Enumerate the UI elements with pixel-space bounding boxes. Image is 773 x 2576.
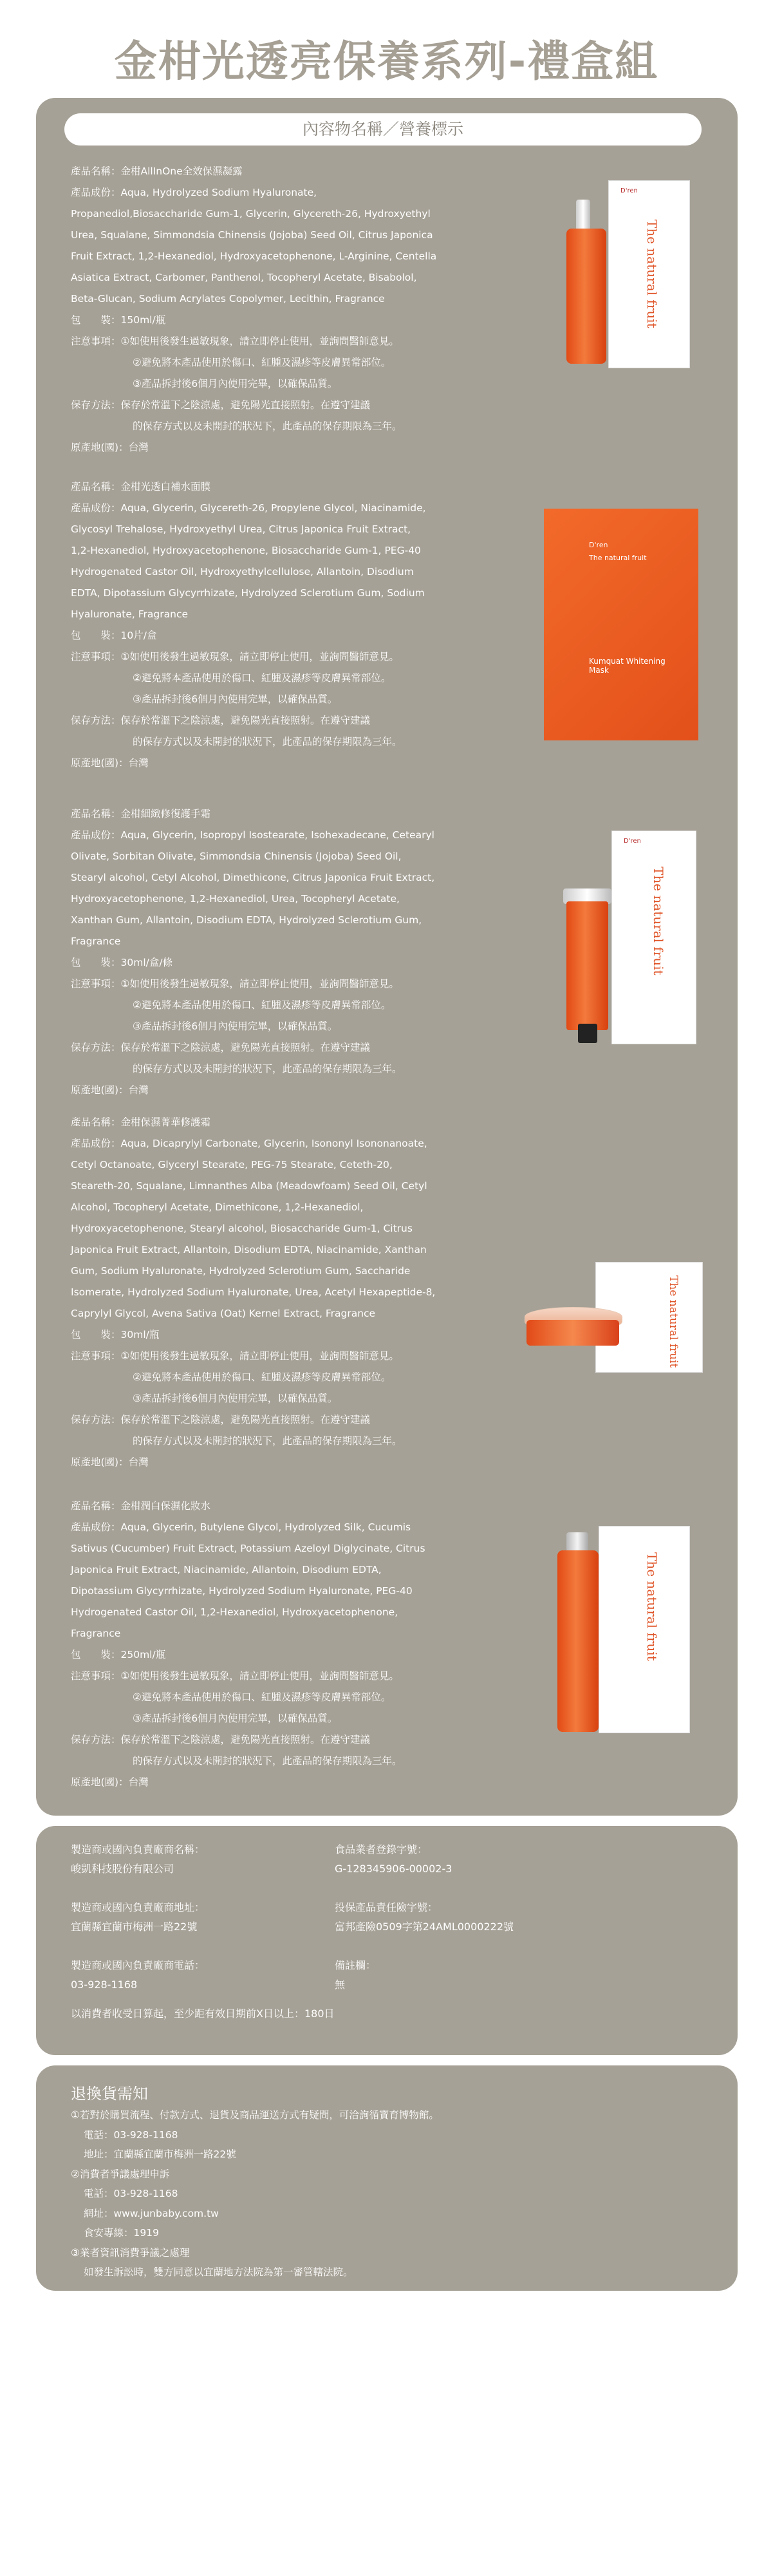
product-5-image [554, 1526, 695, 1738]
insurance-label: 投保產品責任險字號： [335, 1901, 438, 1913]
ingredients-line: Hydrogenated Castor Oil, 1,2-Hexanediol, Hydroxyacetophenone, [71, 1606, 398, 1618]
manufacturer-left [71, 1840, 360, 1995]
caution-line: 注意事項：①如使用後發生過敏現象，請立即停止使用，並詢問醫師意見。 [71, 651, 399, 663]
product-2-details [71, 476, 521, 774]
ingredients-line: 產品成份：Aqua, Glycerin, Glycereth-26, Propylene Glycol, Niacinamide, [71, 502, 426, 514]
ingredients-line: Japonica Fruit Extract, Niacinamide, Allantoin, Disodium EDTA, [71, 1564, 382, 1575]
storage-line: 保存方法：保存於常溫下之陰涼處，避免陽光直接照射。在遵守建議 [71, 1734, 371, 1745]
package-line: 包 裝：10片/盒 [71, 630, 157, 641]
ingredients-line: Hyaluronate, Fragrance [71, 608, 189, 620]
ingredients-line: Sativus (Cucumber) Fruit Extract, Potassium Azeloyl Diglycinate, Citrus [71, 1543, 425, 1554]
ingredients-line: Asiatica Extract, Carbomer, Panthenol, Tocopheryl Acetate, Bisabolol, [71, 272, 417, 283]
manufacturer-address-value: 宜蘭縣宜蘭市梅洲一路22號 [71, 1921, 198, 1933]
storage-line: 的保存方式以及未開封的狀況下，此產品的保存期限為三年。 [133, 1063, 402, 1075]
manufacturer-right [335, 1840, 657, 1995]
caution-line: ③產品拆封後6個月內使用完畢，以確保品質。 [133, 1713, 338, 1724]
product-5-details [71, 1496, 521, 1793]
storage-line: 保存方法：保存於常溫下之陰涼處，避免陽光直接照射。在遵守建議 [71, 1414, 371, 1425]
cream-jar [526, 1320, 619, 1346]
ingredients-line: 產品成份：Aqua, Glycerin, Butylene Glycol, Hydrolyzed Silk, Cucumis [71, 1521, 411, 1533]
ingredients-line: Xanthan Gum, Allantoin, Disodium EDTA, Hydrolyzed Sclerotium Gum, [71, 914, 422, 926]
ingredients-line: Fragrance [71, 935, 121, 947]
caution-line: ②避免將本產品使用於傷口、紅腫及濕疹等皮膚異常部位。 [133, 1371, 391, 1383]
origin-line: 原產地(國)：台灣 [71, 442, 149, 453]
caution-line: 注意事項：①如使用後發生過敏現象，請立即停止使用，並詢問醫師意見。 [71, 335, 399, 347]
product-name: 產品名稱：金柑AllInOne全效保濕凝露 [71, 165, 243, 177]
product-1-details [71, 161, 521, 458]
product-name: 產品名稱：金柑光透白補水面膜 [71, 481, 211, 493]
package-line: 包 裝：250ml/瓶 [71, 1649, 166, 1660]
manufacturer-phone-value: 03-928-1168 [71, 1979, 138, 1991]
product-3-details [71, 804, 521, 1101]
ingredients-line: 產品成份：Aqua, Hydrolyzed Sodium Hyaluronate, [71, 187, 317, 198]
returns-item: ①若對於購買流程、付款方式、退貨及商品運送方式有疑問，可洽詢循寶育博物館。 [71, 2109, 439, 2121]
ingredients-line: Fragrance [71, 1628, 121, 1639]
food-reg-value: G-128345906-00002-3 [335, 1863, 452, 1875]
returns-item: 如發生訴訟時，雙方同意以宜蘭地方法院為第一審管轄法院。 [84, 2266, 353, 2278]
package-line: 包 裝：150ml/瓶 [71, 314, 166, 326]
returns-website[interactable]: 網址：www.junbaby.com.tw [84, 2207, 219, 2219]
product-4-details [71, 1112, 521, 1473]
manufacturer-name-label: 製造商或國內負責廠商名稱： [71, 1843, 205, 1856]
caution-line: ②避免將本產品使用於傷口、紅腫及濕疹等皮膚異常部位。 [133, 672, 391, 684]
storage-line: 的保存方式以及未開封的狀況下，此產品的保存期限為三年。 [133, 420, 402, 432]
section-header: 內容物名稱／營養標示 [64, 113, 702, 146]
returns-title: 退換貨需知 [71, 2085, 148, 2103]
ingredients-line: Japonica Fruit Extract, Allantoin, Disodium EDTA, Niacinamide, Xanthan [71, 1244, 427, 1255]
ingredients-line: Glycosyl Trehalose, Hydroxyethyl Urea, Citrus Japonica Fruit Extract, [71, 523, 411, 535]
toner-bottle [557, 1550, 599, 1732]
ingredients-line: Isomerate, Hydrolyzed Sodium Hyaluronate, Urea, Acetyl Hexapeptide-8, [71, 1286, 436, 1298]
caution-line: ②避免將本產品使用於傷口、紅腫及濕疹等皮膚異常部位。 [133, 357, 391, 368]
page-title: 金柑光透亮保養系列-禮盒組 [114, 37, 659, 86]
ingredients-line: 產品成份：Aqua, Dicaprylyl Carbonate, Glycerin, Isononyl Isononanoate, [71, 1138, 427, 1149]
storage-line: 的保存方式以及未開封的狀況下，此產品的保存期限為三年。 [133, 1435, 402, 1447]
pump-bottle [566, 229, 606, 364]
caution-line: ③產品拆封後6個月內使用完畢，以確保品質。 [133, 1020, 338, 1032]
ingredients-line: Hydroxyacetophenone, 1,2-Hexanediol, Urea, Tocopheryl Acetate, [71, 893, 400, 905]
ingredients-line: Hydroxyacetophenone, Stearyl alcohol, Biosaccharide Gum-1, Citrus [71, 1223, 413, 1234]
ingredients-line: Propanediol,Biosaccharide Gum-1, Glycerin, Glycereth-26, Hydroxyethyl [71, 208, 431, 220]
product-box: D'ren The natural fruit [608, 180, 690, 368]
product-name: 產品名稱：金柑保濕菁華修護霜 [71, 1116, 211, 1128]
hand-cream-tube [566, 901, 608, 1030]
ingredients-line: Beta-Glucan, Sodium Acrylates Copolymer, Lecithin, Fragrance [71, 293, 385, 305]
ingredients-line: 產品成份：Aqua, Glycerin, Isopropyl Isostearate, Isohexadecane, Cetearyl [71, 829, 434, 841]
storage-line: 保存方法：保存於常溫下之陰涼處，避免陽光直接照射。在遵守建議 [71, 715, 371, 726]
origin-line: 原產地(國)：台灣 [71, 1084, 149, 1096]
manufacturer-name-value: 峻凱科技股份有限公司 [71, 1863, 174, 1875]
ingredients-line: Urea, Squalane, Simmondsia Chinensis (Jojoba) Seed Oil, Citrus Japonica [71, 229, 433, 241]
ingredients-line: Cetyl Octanoate, Glyceryl Stearate, PEG-75 Stearate, Ceteth-20, [71, 1159, 393, 1170]
ingredients-line: Hydrogenated Castor Oil, Hydroxyethylcellulose, Allantoin, Disodium [71, 566, 414, 578]
returns-item: ③業者資訊消費爭議之處理 [71, 2246, 190, 2259]
manufacturer-address-label: 製造商或國內負責廠商地址： [71, 1901, 205, 1913]
ingredients-line: EDTA, Dipotassium Glycyrrhizate, Hydrolyzed Sclerotium Gum, Sodium [71, 587, 425, 599]
product-box: The natural fruit [595, 1262, 703, 1373]
product-2-image [541, 509, 702, 740]
ingredients-line: Steareth-20, Squalane, Limnanthes Alba (Meadowfoam) Seed Oil, Cetyl [71, 1180, 427, 1192]
product-1-image [554, 174, 702, 373]
storage-line: 保存方法：保存於常溫下之陰涼處，避免陽光直接照射。在遵守建議 [71, 1042, 371, 1053]
ingredients-line: Olivate, Sorbitan Olivate, Simmondsia Chinensis (Jojoba) Seed Oil, [71, 851, 402, 862]
returns-item: ②消費者爭議處理申訴 [71, 2168, 170, 2180]
returns-list [71, 2105, 650, 2282]
manufacturer-phone-label: 製造商或國內負責廠商電話： [71, 1959, 205, 1971]
product-box: D'ren The natural fruit [611, 831, 696, 1044]
caution-line: ②避免將本產品使用於傷口、紅腫及濕疹等皮膚異常部位。 [133, 1691, 391, 1703]
ingredients-line: Gum, Sodium Hyaluronate, Hydrolyzed Sclerotium Gum, Saccharide [71, 1265, 411, 1277]
product-name: 產品名稱：金柑潤白保濕化妝水 [71, 1500, 211, 1512]
ingredients-line: 1,2-Hexanediol, Hydroxyacetophenone, Biosaccharide Gum-1, PEG-40 [71, 545, 421, 556]
ingredients-line: Fruit Extract, 1,2-Hexanediol, Hydroxyacetophenone, L-Arginine, Centella [71, 250, 437, 262]
product-box: The natural fruit [599, 1526, 690, 1733]
ingredients-line: Alcohol, Tocopheryl Acetate, Dimethicone, 1,2-Hexanediol, [71, 1201, 364, 1213]
ingredients-line: Stearyl alcohol, Cetyl Alcohol, Dimethicone, Citrus Japonica Fruit Extract, [71, 872, 435, 883]
returns-item: 電話：03-928-1168 [84, 2129, 178, 2141]
remarks-value: 無 [335, 1979, 346, 1991]
food-reg-label: 食品業者登錄字號： [335, 1843, 428, 1856]
ingredients-line: Caprylyl Glycol, Avena Sativa (Oat) Kernel Extract, Fragrance [71, 1308, 376, 1319]
origin-line: 原產地(國)：台灣 [71, 1456, 149, 1468]
expiry-note: 以消費者收受日算起，至少距有效日期前X日以上：180日 [71, 2007, 335, 2020]
ingredients-line: Dipotassium Glycyrrhizate, Hydrolyzed Sodium Hyaluronate, PEG-40 [71, 1585, 413, 1597]
returns-item: 食安專線：1919 [84, 2227, 159, 2239]
returns-item: 電話：03-928-1168 [84, 2188, 178, 2199]
origin-line: 原產地(國)：台灣 [71, 757, 149, 769]
product-name: 產品名稱：金柑細緻修復護手霜 [71, 808, 211, 820]
mask-sachet: D'ren The natural fruit Kumquat Whitening Mask [544, 509, 698, 740]
package-line: 包 裝：30ml/瓶 [71, 1329, 160, 1340]
package-line: 包 裝：30ml/盒/條 [71, 957, 173, 968]
caution-line: 注意事項：①如使用後發生過敏現象，請立即停止使用，並詢問醫師意見。 [71, 1350, 399, 1362]
storage-line: 的保存方式以及未開封的狀況下，此產品的保存期限為三年。 [133, 1755, 402, 1767]
caution-line: ②避免將本產品使用於傷口、紅腫及濕疹等皮膚異常部位。 [133, 999, 391, 1011]
product-3-image [560, 831, 702, 1056]
caution-line: ③產品拆封後6個月內使用完畢，以確保品質。 [133, 1393, 338, 1404]
storage-line: 保存方法：保存於常溫下之陰涼處，避免陽光直接照射。在遵守建議 [71, 399, 371, 411]
caution-line: 注意事項：①如使用後發生過敏現象，請立即停止使用，並詢問醫師意見。 [71, 1670, 399, 1682]
origin-line: 原產地(國)：台灣 [71, 1776, 149, 1788]
storage-line: 的保存方式以及未開封的狀況下，此產品的保存期限為三年。 [133, 736, 402, 747]
caution-line: ③產品拆封後6個月內使用完畢，以確保品質。 [133, 693, 338, 705]
product-4-image [521, 1255, 708, 1384]
returns-item: 地址：宜蘭縣宜蘭市梅洲一路22號 [84, 2148, 236, 2160]
remarks-label: 備註欄： [335, 1959, 377, 1971]
caution-line: 注意事項：①如使用後發生過敏現象，請立即停止使用，並詢問醫師意見。 [71, 978, 399, 990]
insurance-value: 富邦產險0509字第24AML0000222號 [335, 1921, 514, 1933]
caution-line: ③產品拆封後6個月內使用完畢，以確保品質。 [133, 378, 338, 390]
